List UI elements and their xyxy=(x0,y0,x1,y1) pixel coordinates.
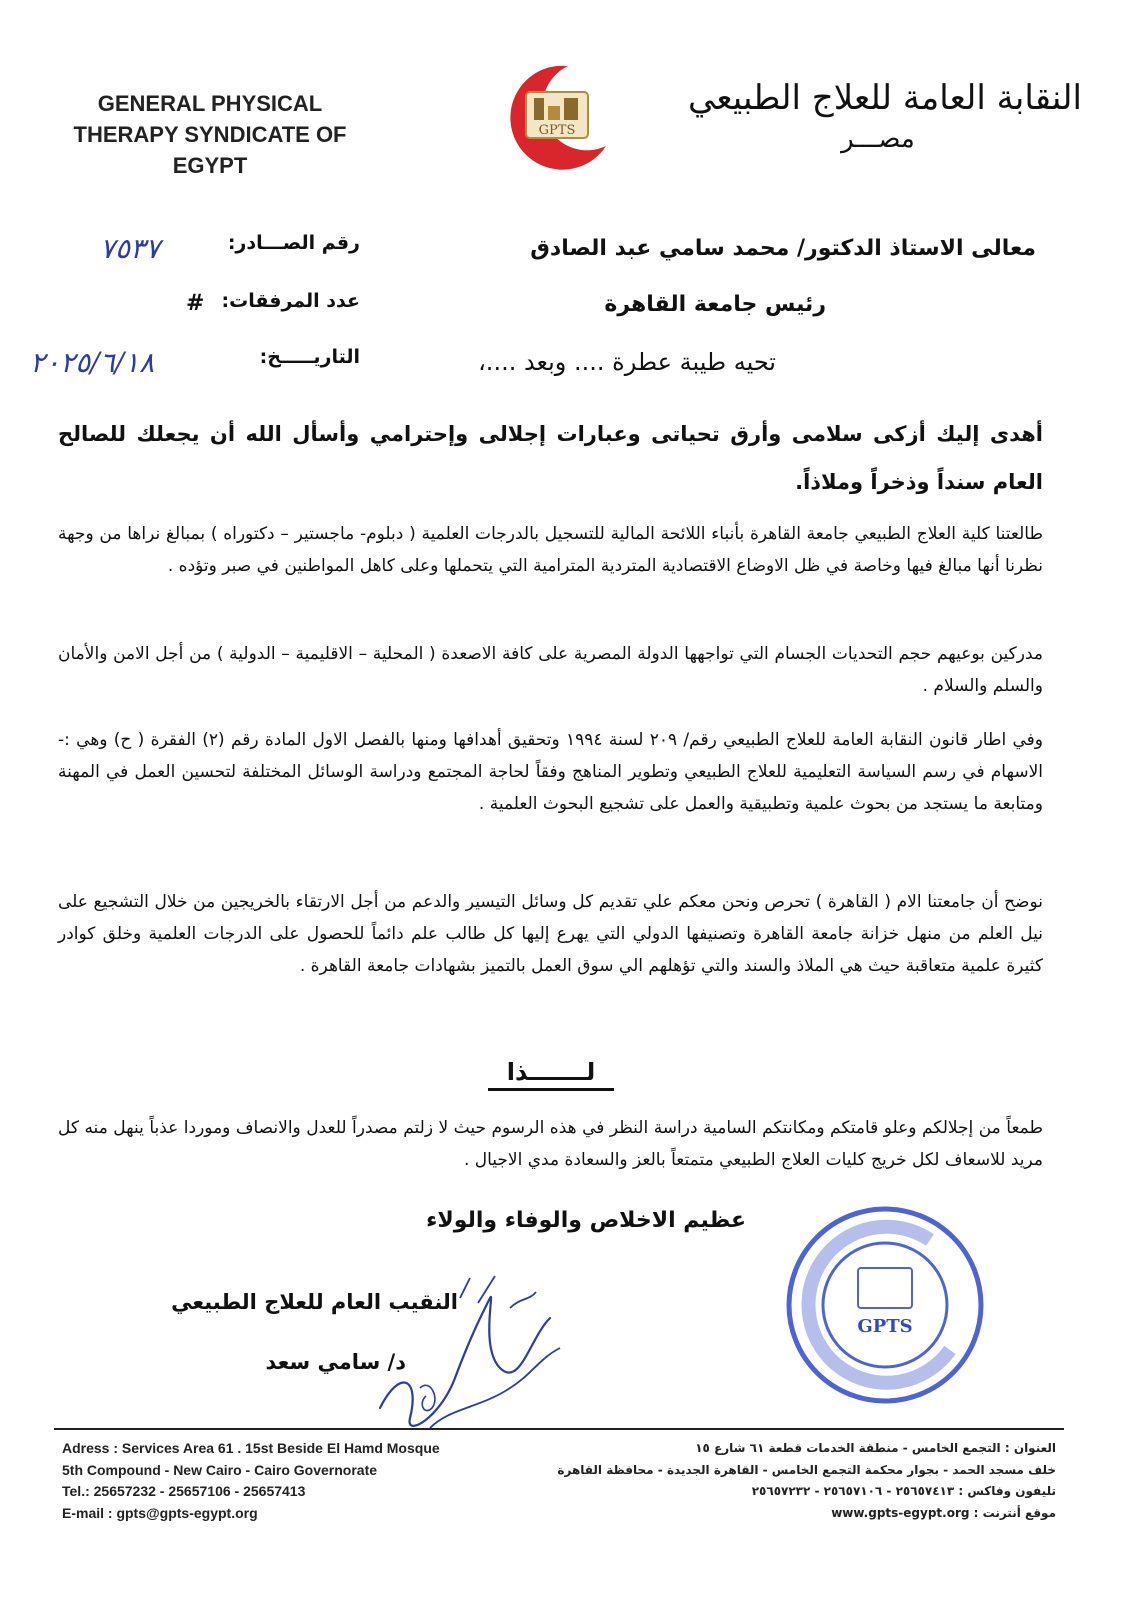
syndicate-name-ar: النقابة العامة للعلاج الطبيعي xyxy=(688,78,1082,118)
footer-address-ar: العنوان : التجمع الخامس - منطقة الخدمات قطعة ٦١ شارع ١٥ xyxy=(695,1441,1056,1455)
handwritten-signature xyxy=(360,1258,580,1448)
greeting: تحيه طيبة عطرة .... وبعد ....، xyxy=(478,348,776,376)
syndicate-name-english xyxy=(40,88,380,181)
paragraph-request: طمعاً من إجلالكم وعلو قامتكم ومكانتكم السامية دراسة النظر في هذه الرسوم حيث لا زلتم مصدراً للعدل والانصاف وموردا عذباً ينهل منه كل مريد للاسعاف لكل خريج كليات العلاج الطبيعي متمتعاً بالعز والسعادة مدي الاجيال . xyxy=(58,1118,1043,1170)
addressee-name: معالى الاستاذ الدكتور/ محمد سامي عبد الصادق xyxy=(530,236,1036,261)
footer-area-ar: خلف مسجد الحمد - بجوار محكمة التجمع الخامس - القاهرة الجديدة - محافظة القاهرة xyxy=(557,1462,1056,1477)
outgoing-number-label: رقم الصـــادر: xyxy=(227,232,360,254)
attachments-label: عدد المرفقات: xyxy=(221,290,360,312)
date-label: التاريـــــخ: xyxy=(259,346,360,368)
logo-text: GPTS xyxy=(538,123,576,138)
attachments-row xyxy=(100,290,360,330)
paragraph-intro: أهدى إليك أزكى سلامى وأرق تحياتى وعبارات إجلالى وإحترامي وأسأل الله أن يجعلك للصالح العام سنداً وذخراً وملاذاً. xyxy=(58,422,1043,494)
outgoing-number-row xyxy=(100,232,360,272)
date-value: ٢٠٢٥/٦/١٨ xyxy=(30,346,155,379)
signatory-name: د/ سامي سعد xyxy=(265,1350,406,1374)
syndicate-name-en-line-2: THERAPY SYNDICATE OF xyxy=(73,122,347,147)
signatory-title: النقيب العام للعلاج الطبيعي xyxy=(171,1290,458,1314)
gpts-logo xyxy=(498,58,616,176)
footer-address-en: Adress : Services Area 61 . 15st Beside El Hamd Mosque xyxy=(62,1440,440,1456)
paragraph-law: وفي اطار قانون النقابة العامة للعلاج الطبيعي رقم/ ٢٠٩ لسنة ١٩٩٤ وتحقيق أهدافها ومنها بالفصل الاول المادة رقم (٢) الفقرة ( ح) وهي :- الاسهام في رسم السياسة التعليمية للعلاج الطبيعي وتطوير المناهج وفقاً لحاجة المجتمع ودراسة الوسائل المختلفة لتحسين العمل في المهنة ومتابعة ما يستجد من بحوث علمية وتطبيقية والعمل على تشجيع البحوث العلمية . xyxy=(58,730,1044,814)
stamp-logo-text: GPTS xyxy=(857,1316,913,1337)
footer-email-en[interactable]: E-mail : gpts@gpts-egypt.org xyxy=(62,1504,258,1521)
syndicate-name-en-line-1: GENERAL PHYSICAL xyxy=(97,91,323,116)
syndicate-name-en-line-3: EGYPT xyxy=(172,153,248,178)
syndicate-name-arabic xyxy=(688,74,1082,156)
attachments-value: # xyxy=(186,290,205,316)
paragraph-challenges: مدركين بوعيهم حجم التحديات الجسام التي تواجهها الدولة المصرية على كافة الاصعدة ( المحلية – الاقليمية – الدولية ) من أجل الامن والأمان والسلم والسلام . xyxy=(58,644,1043,696)
date-row xyxy=(30,346,360,386)
official-stamp xyxy=(780,1200,990,1410)
section-heading: لـــــــذا xyxy=(488,1056,614,1091)
syndicate-country-ar: مصـــر xyxy=(841,124,915,154)
addressee-title: رئيس جامعة القاهرة xyxy=(604,292,826,317)
footer-contact-arabic xyxy=(536,1438,1056,1524)
footer-area-en: 5th Compound - New Cairo - Cairo Governorate xyxy=(62,1461,378,1478)
footer-contact-english xyxy=(62,1438,532,1524)
paragraph-university: نوضح أن جامعتنا الام ( القاهرة ) تحرص ونحن معكم علي تقديم كل وسائل التيسير والدعم من أجل الارتقاء بالخريجين من خلال التشجيع على نيل العلم من منهل خزانة جامعة القاهرة وتصنيفها الدولي التي يهرع إليها كل طالب علم دائماً للحصول على الدرجات العلمية وخلق كوادر كثيرة علمية متعاقبة حيث هي الملاذ والسند والتي تؤهلهم الي سوق العمل بالتميز بشهادات جامعة القاهرة . xyxy=(58,892,1043,976)
footer-phone-en: Tel.: 25657232 - 25657106 - 25657413 xyxy=(62,1483,306,1499)
footer-phone-ar: تليفون وفاكس : ٢٥٦٥٧٤١٣ - ٢٥٦٥٧١٠٦ - ٢٥٦٥٧٢٣٢ xyxy=(751,1484,1056,1498)
paragraph-fees: طالعتنا كلية العلاج الطبيعي جامعة القاهرة بأنباء اللائحة المالية للتسجيل بالدرجات العلمية ( دبلوم- ماجستير – دكتوراه ) بمبالغ نراها من وجهة نظرنا أنها مبالغ فيها وخاصة في ظل الاوضاع الاقتصادية المتردية المترامية التي يتحملها وعلى كاهل المواطنين في صبر وتؤده . xyxy=(58,524,1043,576)
footer-website-ar[interactable]: موقع أنترنت : www.gpts-egypt.org xyxy=(831,1505,1056,1520)
footer-divider xyxy=(54,1428,1064,1430)
outgoing-number-value: ٧٥٣٧ xyxy=(100,232,161,265)
closing-phrase: عظيم الاخلاص والوفاء والولاء xyxy=(426,1208,746,1233)
